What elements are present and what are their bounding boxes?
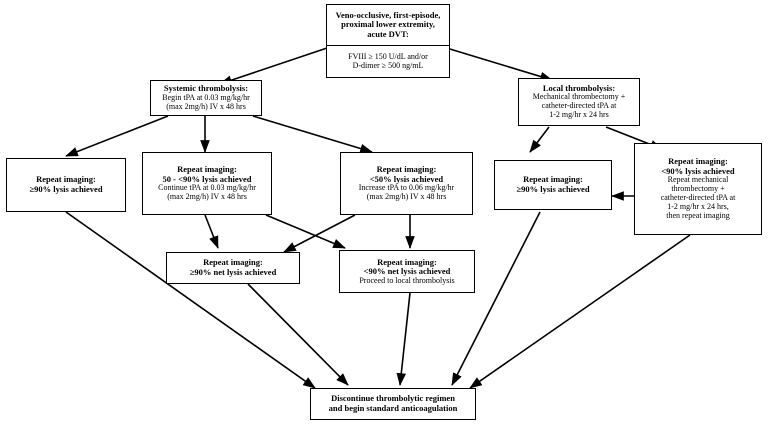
node-line: Local thrombolysis: — [542, 82, 616, 93]
node-line: Repeat imaging: — [377, 256, 437, 267]
node-line: Repeat imaging: — [376, 164, 437, 175]
node-line: Mechanical thrombectomy + — [532, 92, 626, 102]
node-line: Veno-occlusive, first-episode, — [335, 9, 441, 20]
node-line: <90% net lysis achieved — [363, 266, 451, 277]
node-line: and begin standard anticoagulation — [328, 403, 458, 413]
node-line: ≥90% lysis achieved — [29, 184, 103, 194]
node-line: (max 2mg/h) IV x 48 hrs — [167, 192, 247, 202]
node-line: Systemic thrombolysis: — [163, 83, 249, 94]
node-line: FVIII ≥ 150 U/dL and/or — [348, 51, 428, 61]
node-line: Repeat imaging: — [203, 257, 263, 268]
node-line: 1-2 mg/hr x 24 hrs — [549, 110, 609, 120]
node-repeat-imaging-less-50 — [340, 152, 473, 215]
node-line: (max 2mg/h) IV x 48 hrs — [366, 192, 447, 202]
node-line: 1-2 mg/hr x 24 hrs, — [667, 201, 729, 211]
node-discontinue-regimen — [310, 388, 476, 420]
node-line: <90% lysis achieved — [661, 165, 735, 176]
node-line: ≥90% net lysis achieved — [189, 267, 277, 277]
node-repeat-imaging-local-90 — [494, 160, 612, 210]
node-repeat-imaging-50-90 — [142, 152, 272, 215]
node-line: ≥90% lysis achieved — [516, 184, 590, 194]
node-repeat-imaging-net-less-90 — [339, 250, 475, 293]
node-line: thrombectomy + — [671, 184, 725, 194]
node-line: (max 2mg/h) IV x 48 hrs — [166, 101, 246, 111]
node-line: proximal lower extremity, — [341, 19, 435, 30]
node-line: catheter-directed tPA at — [541, 101, 617, 111]
node-line: 50 - <90% lysis achieved — [162, 173, 252, 184]
node-line: Proceed to local thrombolysis — [359, 275, 455, 285]
node-line: catheter-directed tPA at — [660, 193, 736, 203]
node-initial-presentation-criteria — [326, 46, 450, 78]
node-line: acute DVT: — [367, 28, 409, 39]
node-line: Repeat imaging: — [523, 174, 583, 185]
node-initial-presentation — [326, 4, 450, 46]
node-line: Increase tPA to 0.06 mg/kg/hr — [358, 183, 455, 193]
node-local-thrombolysis — [518, 78, 640, 126]
node-systemic-thrombolysis — [150, 80, 262, 116]
node-line: Continue tPA at 0.03 mg/kg/hr — [158, 183, 256, 193]
node-repeat-imaging-local-less-90 — [634, 143, 762, 235]
node-repeat-imaging-net-90 — [166, 252, 300, 284]
node-line: Discontinue thrombolytic regimen — [331, 393, 455, 404]
node-line: Repeat imaging: — [177, 164, 237, 175]
node-line: D-dimer ≥ 500 ng/mL — [352, 60, 424, 70]
node-line: Repeat imaging: — [668, 156, 728, 167]
node-line: then repeat imaging — [666, 210, 730, 220]
node-repeat-imaging-systemic-90 — [6, 158, 126, 212]
node-line: Repeat imaging: — [36, 174, 96, 185]
node-line: <50% lysis achieved — [369, 173, 444, 184]
node-line: Begin tPA at 0.03 mg/kg/hr — [162, 92, 250, 102]
node-line: Repeat mechanical — [667, 175, 729, 185]
